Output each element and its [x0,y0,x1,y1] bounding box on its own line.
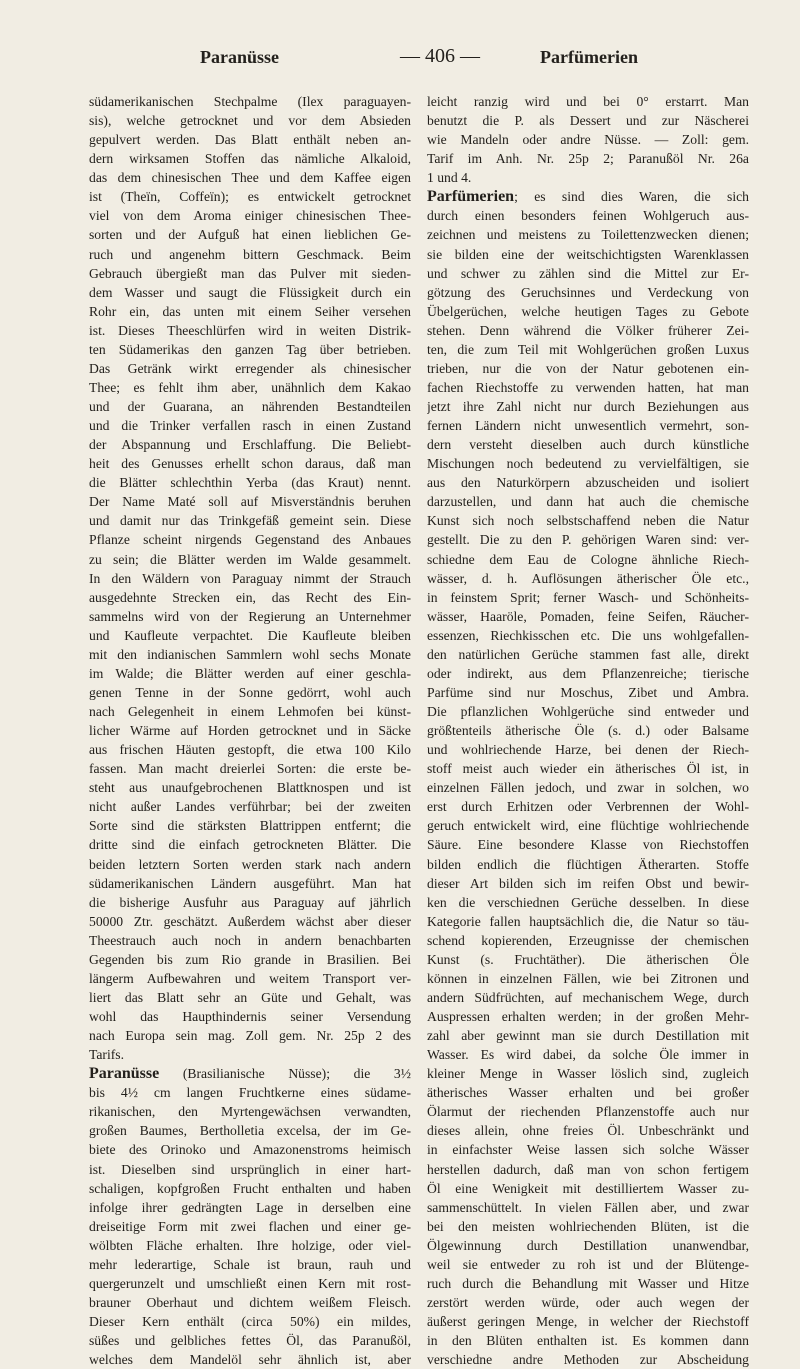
text-line: Kunst (s. Fruchtäther). Die ätherischen Öle [427,951,749,967]
text-line: mehr lederartige, Schale ist braun, rauh und [89,1256,411,1272]
text-line: dern versteht dieselben auch durch künstliche [427,437,749,453]
text-line: bei den meisten wohlriechenden Blüten, ist die [427,1218,749,1234]
text-line: ten Südamerikas den ganzen Tag über betrieben. [89,341,411,357]
text-line: ruch durch die Behandlung mit Wasser und Hitze [427,1275,749,1291]
text-line: nach Europa sein mag. Zoll gem. Nr. 25p 2 des [89,1028,411,1044]
text-line: Öl eine Wenigkeit mit destilliertem Wasser zu- [427,1180,749,1196]
text-line: können in einzelnen Fällen, wie bei Zitronen und [427,970,749,986]
text-line: genen Tenne in der Sonne gedörrt, wohl auch [89,684,411,700]
text-line: äußerst geringen Menge, in welcher der Riechstoff [427,1314,749,1329]
text-line: wässer, Haaröle, Pomaden, feine Seifen, Räucher- [427,608,749,624]
text-line: götzung des Geruchsinnes und Verdeckung von [427,284,749,300]
text-line: bilden endlich die flüchtigen Ätherarten. Stoffe [427,856,749,872]
text-line: in einfachster Weise lassen sich solche Wässer [427,1142,749,1158]
text-line: Gegenden bis zum Rio grande in Brasilien. Bei [89,951,411,967]
text-line: trieben, nur die von der Natur gebotenen ein- [427,360,749,376]
text-line: schiedne dem Eau de Cologne ähnliche Riech- [427,551,749,567]
text-line: schend kopierenden, Erzeugnisse der chemischen [427,932,749,948]
text-line: fachen Riechstoffe zu verwenden hatten, hat man [427,379,749,395]
text-line: den natürlichen Gerüche stammen fast alle, direkt [427,646,749,662]
text-line: wölbten Fläche erhalten. Ihre holzige, oder viel- [89,1237,411,1253]
text-line: südamerikanischen Ländern ausgeführt. Man hat [89,875,411,891]
text-line: oder indirekt, aus dem Pflanzenreiche; tierische [427,665,749,681]
text-line: größtenteils ätherische Öle (s. d.) oder Balsame [427,723,749,739]
text-line: Ölarmut der riechenden Pflanzenstoffe auch nur [427,1104,749,1120]
text-line: und schwer zu zählen sind die Mittel zur Er- [427,265,749,281]
text-line: und damit nur das Trinkgefäß gemeint sein. Diese [89,513,411,529]
text-line: Wasser. Es wird dabei, da solche Öle immer in [427,1047,749,1063]
text-line: 1 und 4. [427,170,472,186]
text-line: Mischungen noch bedeutend zu vervielfältigen, sie [427,456,749,472]
text-line: das dem chinesischen Thee und dem Kaffee eigen [89,170,411,186]
text-line: Ölgewinnung durch Destillation unanwendbar, [427,1237,749,1253]
text-line: ist. Dieselben sind ursprünglich in einer hart- [89,1161,411,1177]
text-line: gestellt. Die zu den P. gehörigen Waren sind: ver- [427,532,749,548]
text-line: brauner Oberhaut und dichtem weißem Fleisch. [89,1294,411,1310]
text-line: Sorte sind die stärksten Blattrippen entfernt; die [89,818,411,834]
text-line: Kategorie fallen hauptsächlich die, die Natur so täu- [427,913,749,929]
text-line: aus frischen Häuten gestopft, die etwa 100 Kilo [89,742,411,758]
text-line: 50000 Ztr. geschätzt. Außerdem wächst aber dieser [89,913,411,929]
text-line: im Walde; die Blätter werden auf einer geschla- [89,665,411,681]
text-line: ken die verschiednen Gerüche desselben. In diese [427,894,749,910]
text-line: ist. Dieses Theeschlürfen wird in weiten Distrik- [89,322,411,338]
text-line: und wohlriechende Harze, bei denen der Riech- [427,742,749,758]
text-line: Rohr ein, das unten mit einem Seiher versehen [89,303,411,319]
text-line: infolge ihrer gedrängten Lage in derselben eine [89,1199,411,1215]
text-line: In den Wäldern von Paraguay nimmt der Strauch [89,570,411,586]
text-line: zerstört werden würde, oder auch wegen der [427,1294,749,1310]
text-line: heit des Genusses erhellt schon daraus, daß man [89,456,411,472]
text-line: licher Wärme auf Horden getrocknet und in Säcke [89,723,411,739]
headword: Paranüsse [89,1065,160,1083]
text-line: in feinstem Sprit; ferner Wasch- und Schönheits- [427,589,749,605]
text-line: kleiner Menge in Wasser löslich sind, zugleich [427,1066,749,1082]
text-line: Auspressen erhalten werden; in der großen Mehr- [427,1009,749,1024]
text-line: sorten und der Aufguß hat einen lieblichen Ge- [89,227,411,243]
text-line: fassen. Man macht dreierlei Sorten: die erste be- [89,761,411,777]
text-line: Die pflanzlichen Wohlgerüche sind entweder und [427,704,749,719]
text-line: Pflanze scheint nirgends Gegenstand des Anbaues [89,532,411,548]
text-line: Tarif im Anh. Nr. 25p 2; Paranußöl Nr. 26a [427,151,749,167]
text-line: fernen Ländern nicht unwesentlich vermehrt, son- [427,418,749,434]
text-line: Gebrauch übergießt man das Pulver mit sieden- [89,265,411,281]
text-line: dern wirksamen Stoffen das nämliche Alkaloid, [89,151,411,167]
text-line: und die Trinker verfallen rasch in einen Zustand [89,418,411,434]
text-line: Das Getränk wirkt erregender als chinesischer [89,360,411,376]
text-line: zu sein; die Blätter werden im Walde gesammelt. [89,551,411,567]
text-line: Säure. Eine besondere Klasse von Riechstoffen [427,837,749,853]
text-line: darzustellen, und dann hat auch die chemische [427,494,749,510]
text-line: wohl das Haupthindernis seiner Versendung [89,1009,411,1024]
text-line: großen Baumes, Bertholletia excelsa, der im Ge- [89,1123,411,1139]
text-line: südamerikanischen Stechpalme (Ilex paraguayen- [89,94,411,109]
text-line: essenzen, Riechkisschen etc. Die uns wohlgefallen- [427,627,749,643]
text-line: bis 4½ cm langen Fruchtkerne eines südame- [89,1085,411,1101]
text-line: einzelnen Fällen jedoch, und zwar in solchen, wo [427,780,749,796]
text-line: Übelgerüchen, welche heutigen Tages zu Gebote [427,303,749,319]
text-line: Paranüsse (Brasilianische Nüsse); die 3½ [89,1065,411,1083]
left-text-column [89,92,411,1369]
text-line: jetzt ihre Zahl nicht nur durch Beziehungen aus [427,399,749,414]
text-line: dieses allein, ohne freies Öl. Unbeschränkt und [427,1123,749,1139]
text-line: leicht ranzig wird und bei 0° erstarrt. Man [427,94,749,109]
text-line: rikanischen, den Myrtengewächsen verwandten, [89,1104,411,1120]
text-line: sammenschüttelt. In vielen Fällen aber, und zwar [427,1199,749,1215]
text-line: und Kaufleute verpachtet. Die Kaufleute bleiben [89,627,411,643]
text-line: wässer, d. h. Auflösungen ätherischer Öle etc., [427,570,749,586]
page-number: — 406 — [400,45,480,67]
text-line: nach Gelegenheit in einem Lehmofen bei künst- [89,704,411,719]
text-line: ätherisches Wasser erhalten und bei großer [427,1085,749,1101]
text-line: sammelns wird von der Regierung an Unternehmer [89,608,411,624]
page-header [88,45,748,71]
text-line: sie bilden eine der weitschichtigsten Warenklassen [427,246,749,262]
text-line: ist (Theïn, Coffeïn); es entwickelt getrocknet [89,189,411,205]
text-line: Theestrauch auch noch in andern benachbarten [89,932,411,948]
text-line: sis), welche getrocknet und vor dem Absieden [89,113,411,129]
text-line: mit den indianischen Sammlern wohl sechs Monate [89,646,411,662]
right-text-column [427,92,749,1369]
text-line: benutzt die P. als Dessert und zur Näscherei [427,113,749,129]
text-line: dem Wasser und saugt die Flüssigkeit durch ein [89,284,411,300]
text-line: Parfüme sind nur Moschus, Zibet und Ambra. [427,684,749,700]
text-line: nicht außer Landes verführbar; bei der zweiten [89,799,411,815]
text-line: welches dem Mandelöl sehr ähnlich ist, aber [89,1352,411,1368]
text-line: beiden letztern Sorten werden stark nach andern [89,856,411,872]
text-line: viel von dem Aroma einiger chinesischen Thee- [89,208,411,224]
text-line: steht aus unaufgebrochenen Blattknospen und ist [89,780,411,796]
text-line: andern Südfrüchten, auf mechanischem Wege, durch [427,989,749,1005]
text-line: quergerunzelt und umschließt einen Kern mit rost- [89,1275,411,1291]
text-line: weil sie entweder zu roh ist und der Blütenge- [427,1256,749,1272]
text-line: erst durch Erhitzen oder Verbrennen der Wohl- [427,799,749,815]
text-line: dieser Art bilden sich im reifen Obst und bewir- [427,875,749,891]
text-line: in den Blüten enthalten ist. Es kommen dann [427,1333,749,1349]
text-line: zeichnen und meistens zu Toilettenzwecken dienen; [427,227,749,243]
text-line: längerm Aufbewahren und weitem Transport ver- [89,970,411,986]
text-line: die Blätter schlechthin Yerba (das Kraut) nennt. [89,475,411,491]
text-line: stoff meist auch wieder ein ätherisches Öl ist, in [427,761,749,777]
text-line: Tarifs. [89,1047,125,1063]
text-line: Kunst sich noch selbstschaffend neben die Natur [427,513,749,529]
text-line: ten, die zum Teil mit Wohlgerüchen großen Luxus [427,341,749,357]
text-line: Dieser Kern enthält (circa 50%) ein mildes, [89,1314,411,1329]
text-line: ausgedehnte Strecken ein, das Recht des Ein- [89,589,411,605]
text-line: dritte sind die einfach getrockneten Blätter. Die [89,837,411,853]
text-line: schaligen, kopfgroßen Frucht enthalten und haben [89,1180,411,1196]
text-line: gepulvert werden. Das Blatt enthält neben an- [89,132,411,148]
header-left-title: Paranüsse [200,47,280,67]
text-line: biete des Orinoko und Amazonenstroms heimisch [89,1142,411,1158]
text-line: herstellen dadurch, daß man von schon fertigem [427,1161,749,1177]
text-line: Thee; es fehlt ihm aber, unähnlich dem Kakao [89,379,411,395]
text-line: und der Guarana, an nährenden Bestandteilen [89,399,411,414]
text-line: wie Mandeln oder andre Nüsse. — Zoll: gem. [427,132,749,148]
text-line: der Abspannung und Erschlaffung. Die Beliebt- [89,437,411,453]
text-line: durch einen besonders feinen Wohlgeruch aus- [427,208,749,224]
text-line: Der Name Maté soll auf Misverständnis beruhen [89,494,411,510]
text-line: die bisherige Ausfuhr aus Paraguay auf jährlich [89,894,411,910]
text-line: Parfümerien; es sind dies Waren, die sich [427,188,749,206]
text-line: süßes und gelbliches fettes Öl, das Paranußöl, [89,1333,411,1349]
text-line: aus den Naturkörpern abzuscheiden und isoliert [427,475,749,491]
text-line: ruch und angenehm bittern Geschmack. Beim [89,246,411,262]
headword: Parfümerien [427,188,515,206]
text-line: dreiseitige Form mit zwei flachen und einer ge- [89,1218,411,1234]
text-line: verschiedne andre Methoden zur Abscheidung [427,1352,749,1368]
header-right-title: Parfümerien [540,47,638,67]
text-line: stehen. Denn während die Völker früherer Zei- [427,322,749,338]
text-line: liert das Blatt sehr an Güte und Gehalt, was [89,989,411,1005]
text-line: zahl aber gewinnt man sie durch Destillation mit [427,1028,749,1044]
text-line: geruch entwickelt wird, eine flüchtige wohlriechende [427,818,749,834]
